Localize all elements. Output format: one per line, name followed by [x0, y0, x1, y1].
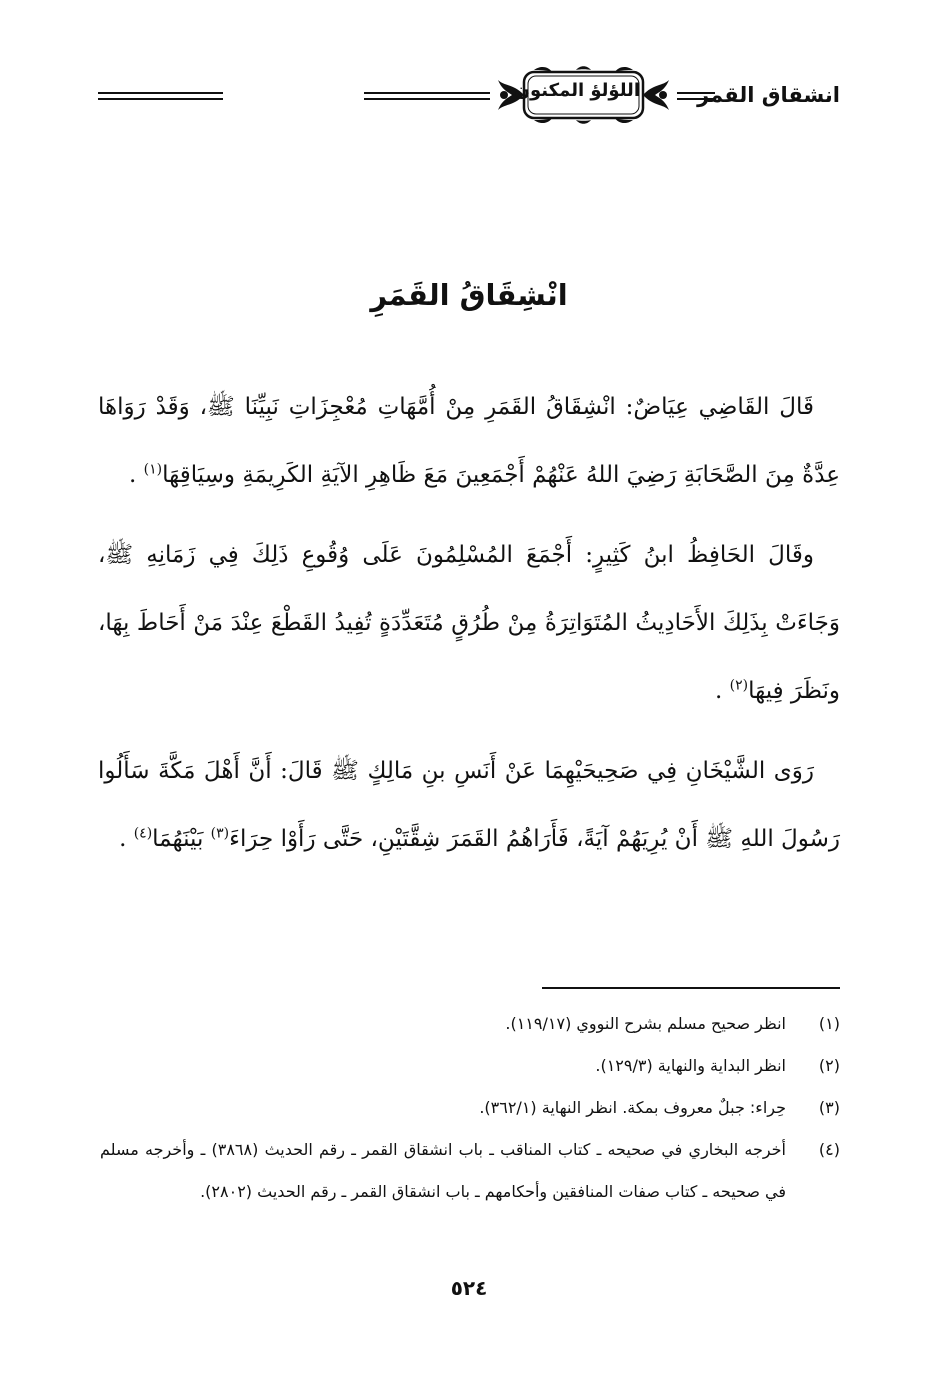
footnote-text: أخرجه البخاري في صحيحه ـ كتاب المناقب ـ باب انشقاق القمر ـ رقم الحديث (٣٨٦٨) ـ وأخرجه مسلم في صحيحه ـ كتاب صفات المنافقين وأحكامهم ـ باب انشقاق القمر ـ رقم الحديث (٢٨٠٢).	[100, 1140, 786, 1201]
book-title: اللؤلؤ المكنون	[514, 80, 640, 101]
footnote-ref-2[interactable]: (٢)	[729, 677, 749, 694]
header-rule-left	[98, 92, 223, 100]
footnote-ref-3[interactable]: (٣)	[210, 825, 230, 842]
paragraph-2-end: .	[714, 678, 730, 704]
footnote-2	[100, 1045, 840, 1087]
footnote-1	[100, 1003, 840, 1045]
header-rule-right	[677, 92, 715, 100]
page-number: ٥٢٤	[450, 1276, 488, 1300]
paragraph-1-end: .	[129, 462, 144, 488]
footnote-text: حِراء: جبلٌ معروف بمكة. انظر النهاية (٣٦٢/١).	[479, 1098, 786, 1117]
paragraph-2	[98, 521, 840, 725]
paragraph-3-text: رَوَى الشَّيْخَانِ فِي صَحِيحَيْهِمَا عَنْ أَنَسِ بنِ مَالِكٍ ﷺ قَالَ: أَنَّ أَهْلَ مَكَّةَ سَأَلُوا رَسُولَ اللهِ ﷺ أَنْ يُرِيَهُمْ آيَةً، فَأَرَاهُمُ القَمَرَ شِقَّتَيْنِ، حَتَّى رَأَوْا حِرَاءَ	[98, 758, 840, 852]
footnote-3	[100, 1087, 840, 1129]
footnote-text: انظر البداية والنهاية (١٢٩/٣).	[595, 1056, 786, 1075]
footnote-4	[100, 1129, 840, 1213]
paragraph-1-text: قَالَ القَاضِي عِيَاضٌ: انْشِقَاقُ القَمَرِ مِنْ أُمَّهَاتِ مُعْجِزَاتِ نَبِيِّنَا ﷺ، وَقَدْ رَوَاهَا عِدَّةٌ مِنَ الصَّحَابَةِ رَضِيَ اللهُ عَنْهُمْ أَجْمَعِينَ مَعَ ظَاهِرِ الآيَةِ الكَرِيمَةِ وسِيَاقِهَا	[98, 394, 840, 488]
body-text	[98, 373, 840, 885]
running-chapter-title: انشقاق القمر	[697, 83, 840, 107]
footnote-text: انظر صحيح مسلم بشرح النووي (١١٩/١٧).	[505, 1014, 786, 1033]
paragraph-1	[98, 373, 840, 509]
footnote-number: (٣)	[818, 1098, 840, 1117]
footnote-number: (١)	[818, 1014, 840, 1033]
chapter-heading: انْشِقَاقُ القَمَرِ	[370, 278, 568, 312]
footnote-number: (٢)	[818, 1056, 840, 1075]
footnote-separator	[542, 987, 840, 989]
footnote-number: (٤)	[818, 1140, 840, 1159]
footnote-ref-1[interactable]: (١)	[143, 461, 163, 478]
paragraph-2-text: وقَالَ الحَافِظُ ابنُ كَثِيرٍ: أَجْمَعَ المُسْلِمُونَ عَلَى وُقُوعِ ذَلِكَ فِي زَمَانِهِ ﷺ، وَجَاءَتْ بِذَلِكَ الأَحَادِيثُ المُتَوَاتِرَةُ مِنْ طُرُقٍ مُتَعَدِّدَةٍ تُفِيدُ القَطْعَ عِنْدَ مَنْ أَحَاطَ بِهَا، ونَظَرَ فِيهَا	[98, 542, 840, 704]
running-header	[98, 62, 840, 132]
footnotes	[100, 1003, 840, 1213]
header-rule-middle	[364, 92, 490, 100]
paragraph-3	[98, 737, 840, 873]
paragraph-3-text-cont: بَيْنَهُمَا	[152, 826, 211, 852]
ornamental-title-frame	[490, 64, 677, 126]
paragraph-3-end: .	[119, 826, 134, 852]
footnote-ref-4[interactable]: (٤)	[133, 825, 153, 842]
